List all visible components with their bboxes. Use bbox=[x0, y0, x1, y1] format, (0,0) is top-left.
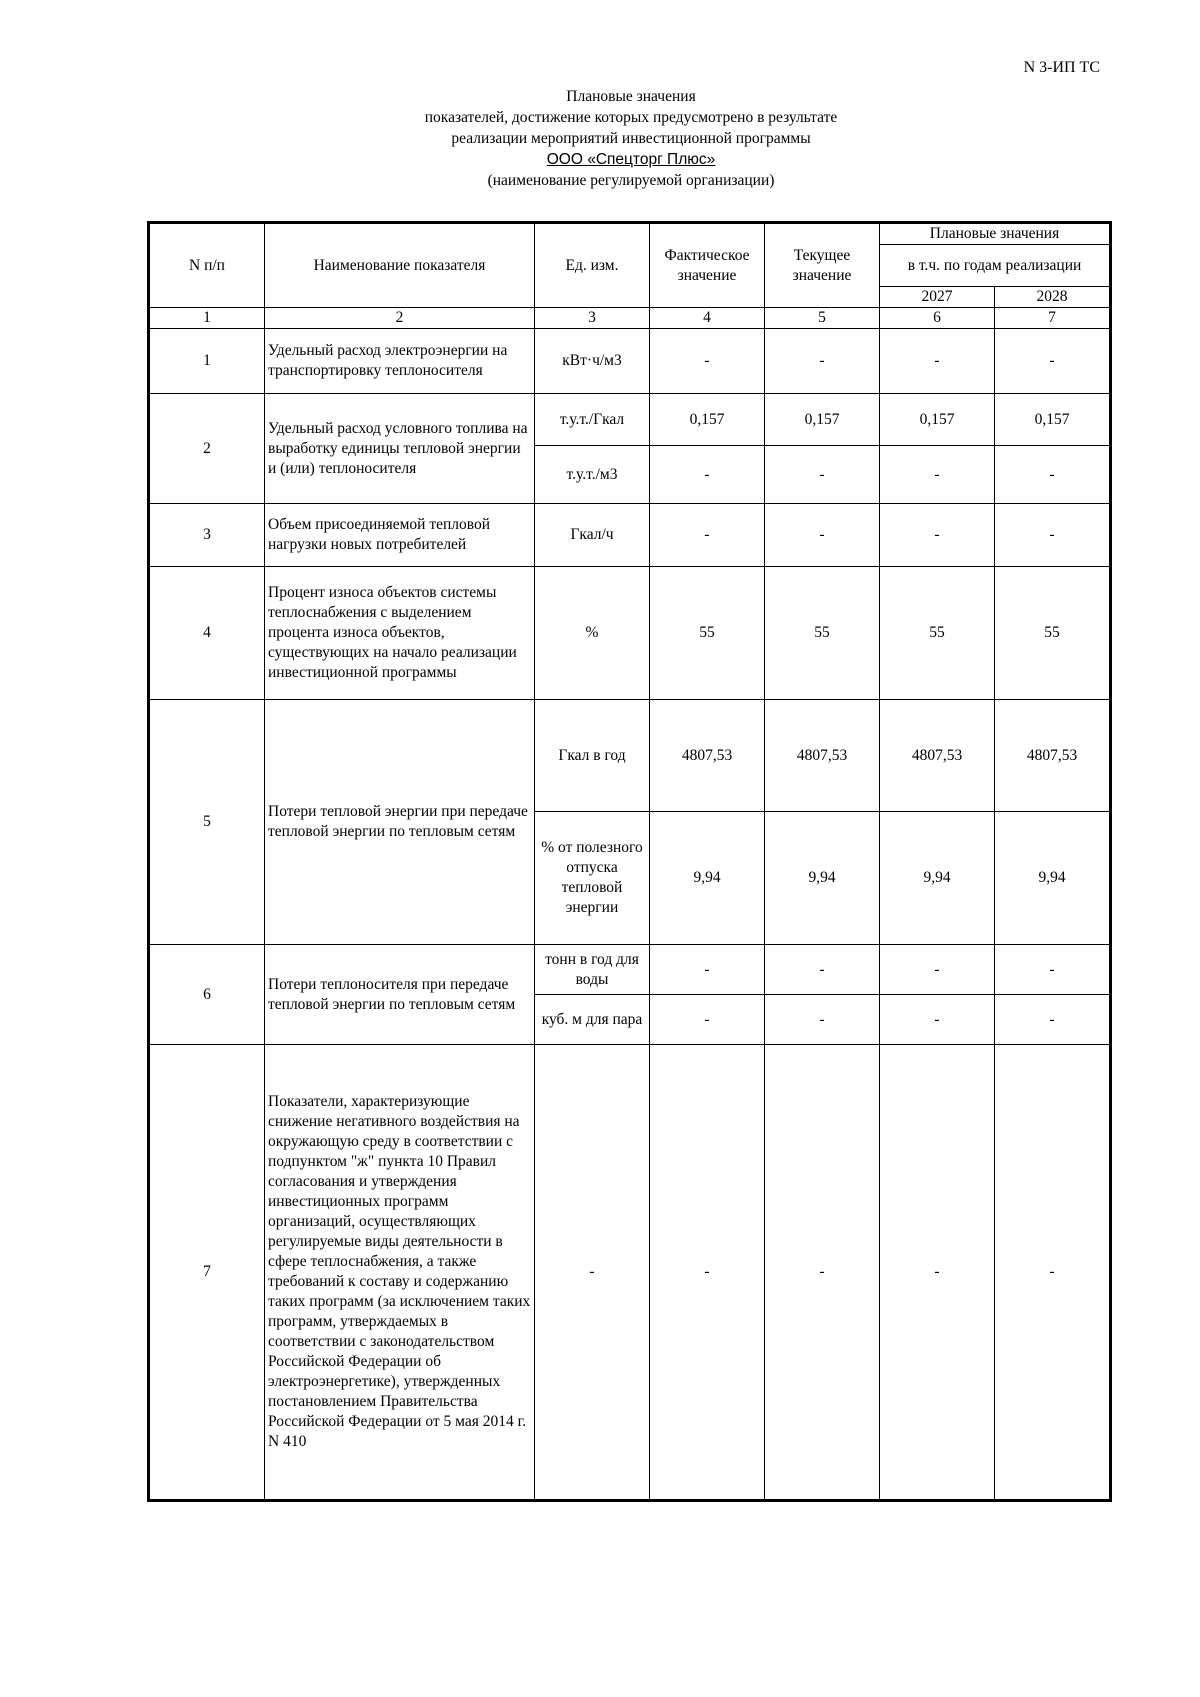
row-name: Удельный расход электроэнергии на транспортировку теплоносителя bbox=[265, 329, 535, 394]
form-number: N 3-ИП ТС bbox=[1023, 59, 1100, 76]
row-num: 6 bbox=[150, 945, 265, 1045]
row-name: Процент износа объектов системы теплоснабжения с выделением процента износа объектов, существующих на начало реализации инвестиционной программы bbox=[265, 567, 535, 700]
heading-line-1: Плановые значения bbox=[566, 88, 696, 105]
header-num: N п/п bbox=[150, 224, 265, 308]
row-year-2: - bbox=[995, 1045, 1110, 1500]
row-unit: - bbox=[535, 1045, 650, 1500]
row-current: - bbox=[765, 504, 880, 567]
row-unit: % от полезного отпуска тепловой энергии bbox=[535, 812, 650, 945]
row-actual: - bbox=[650, 504, 765, 567]
row-actual: 0,157 bbox=[650, 394, 765, 446]
row-num: 7 bbox=[150, 1045, 265, 1500]
row-num: 1 bbox=[150, 329, 265, 394]
table-row bbox=[150, 329, 1110, 394]
row-year-1: 55 bbox=[880, 567, 995, 700]
column-number: 5 bbox=[765, 308, 880, 329]
row-actual: 9,94 bbox=[650, 812, 765, 945]
row-current: 55 bbox=[765, 567, 880, 700]
header-actual: Фактическое значение bbox=[650, 224, 765, 308]
row-num: 3 bbox=[150, 504, 265, 567]
column-numbers-row bbox=[150, 308, 1110, 329]
organization-name: ООО «Спецторг Плюс» bbox=[546, 151, 716, 168]
header-year-1: 2027 bbox=[880, 287, 995, 308]
header-name: Наименование показателя bbox=[265, 224, 535, 308]
header-unit: Ед. изм. bbox=[535, 224, 650, 308]
row-actual: - bbox=[650, 329, 765, 394]
row-current: - bbox=[765, 995, 880, 1045]
row-unit: куб. м для пара bbox=[535, 995, 650, 1045]
table-row bbox=[150, 567, 1110, 700]
table-body bbox=[150, 329, 1110, 1500]
column-number: 3 bbox=[535, 308, 650, 329]
row-unit: Гкал в год bbox=[535, 700, 650, 812]
row-year-2: - bbox=[995, 446, 1110, 504]
row-year-2: 0,157 bbox=[995, 394, 1110, 446]
row-actual: - bbox=[650, 1045, 765, 1500]
row-name: Объем присоединяемой тепловой нагрузки новых потребителей bbox=[265, 504, 535, 567]
heading-line-3: реализации мероприятий инвестиционной программы bbox=[451, 130, 811, 147]
row-num: 4 bbox=[150, 567, 265, 700]
table-row bbox=[150, 945, 1110, 995]
row-current: - bbox=[765, 446, 880, 504]
row-unit: Гкал/ч bbox=[535, 504, 650, 567]
row-current: 9,94 bbox=[765, 812, 880, 945]
row-num: 2 bbox=[150, 394, 265, 504]
row-year-1: - bbox=[880, 504, 995, 567]
header-by-years: в т.ч. по годам реализации bbox=[880, 245, 1110, 287]
row-current: 0,157 bbox=[765, 394, 880, 446]
row-unit: тонн в год для воды bbox=[535, 945, 650, 995]
header-planned: Плановые значения bbox=[880, 224, 1110, 245]
heading-line-2: показателей, достижение которых предусмотрено в результате bbox=[424, 109, 838, 126]
row-year-2: 4807,53 bbox=[995, 700, 1110, 812]
row-name: Потери тепловой энергии при передаче тепловой энергии по тепловым сетям bbox=[265, 700, 535, 945]
row-year-2: - bbox=[995, 504, 1110, 567]
row-current: - bbox=[765, 1045, 880, 1500]
document-heading bbox=[0, 86, 1200, 191]
table-row bbox=[150, 504, 1110, 567]
row-year-2: 9,94 bbox=[995, 812, 1110, 945]
header-year-2: 2028 bbox=[995, 287, 1110, 308]
row-num: 5 bbox=[150, 700, 265, 945]
indicators-table bbox=[149, 223, 1110, 1500]
row-year-2: - bbox=[995, 995, 1110, 1045]
row-year-2: - bbox=[995, 329, 1110, 394]
row-year-2: 55 bbox=[995, 567, 1110, 700]
row-year-1: - bbox=[880, 446, 995, 504]
row-name: Показатели, характеризующие снижение негативного воздействия на окружающую среду в соответствии с подпунктом "ж" пункта 10 Правил согласования и утверждения инвестиционных программ организаций, осуществляющих регулируемые виды деятельности в сфере теплоснабжения, а также требований к составу и содержанию таких программ (за исключением таких программ, утверждаемых в соответствии с законодательством Российской Федерации об электроэнергетике), утвержденных постановлением Правительства Российской Федерации от 5 мая 2014 г. N 410 bbox=[265, 1045, 535, 1500]
row-actual: - bbox=[650, 446, 765, 504]
row-unit: кВт·ч/м3 bbox=[535, 329, 650, 394]
row-year-1: 4807,53 bbox=[880, 700, 995, 812]
column-number: 4 bbox=[650, 308, 765, 329]
row-current: - bbox=[765, 329, 880, 394]
table-row bbox=[150, 1045, 1110, 1500]
row-actual: - bbox=[650, 995, 765, 1045]
row-unit: % bbox=[535, 567, 650, 700]
row-actual: - bbox=[650, 945, 765, 995]
row-current: 4807,53 bbox=[765, 700, 880, 812]
row-unit: т.у.т./м3 bbox=[535, 446, 650, 504]
column-number: 1 bbox=[150, 308, 265, 329]
column-number: 6 bbox=[880, 308, 995, 329]
row-name: Потери теплоносителя при передаче тепловой энергии по тепловым сетям bbox=[265, 945, 535, 1045]
table-row bbox=[150, 700, 1110, 812]
row-year-1: 0,157 bbox=[880, 394, 995, 446]
row-year-1: - bbox=[880, 945, 995, 995]
row-year-1: - bbox=[880, 995, 995, 1045]
table-row bbox=[150, 394, 1110, 446]
row-unit: т.у.т./Гкал bbox=[535, 394, 650, 446]
row-year-1: - bbox=[880, 1045, 995, 1500]
row-year-1: - bbox=[880, 329, 995, 394]
organization-caption: (наименование регулируемой организации) bbox=[487, 172, 775, 189]
row-name: Удельный расход условного топлива на выработку единицы тепловой энергии и (или) теплоносителя bbox=[265, 394, 535, 504]
row-year-1: 9,94 bbox=[880, 812, 995, 945]
column-number: 2 bbox=[265, 308, 535, 329]
row-actual: 4807,53 bbox=[650, 700, 765, 812]
row-actual: 55 bbox=[650, 567, 765, 700]
row-current: - bbox=[765, 945, 880, 995]
row-year-2: - bbox=[995, 945, 1110, 995]
table-header bbox=[150, 224, 1110, 329]
header-current: Текущее значение bbox=[765, 224, 880, 308]
column-number: 7 bbox=[995, 308, 1110, 329]
